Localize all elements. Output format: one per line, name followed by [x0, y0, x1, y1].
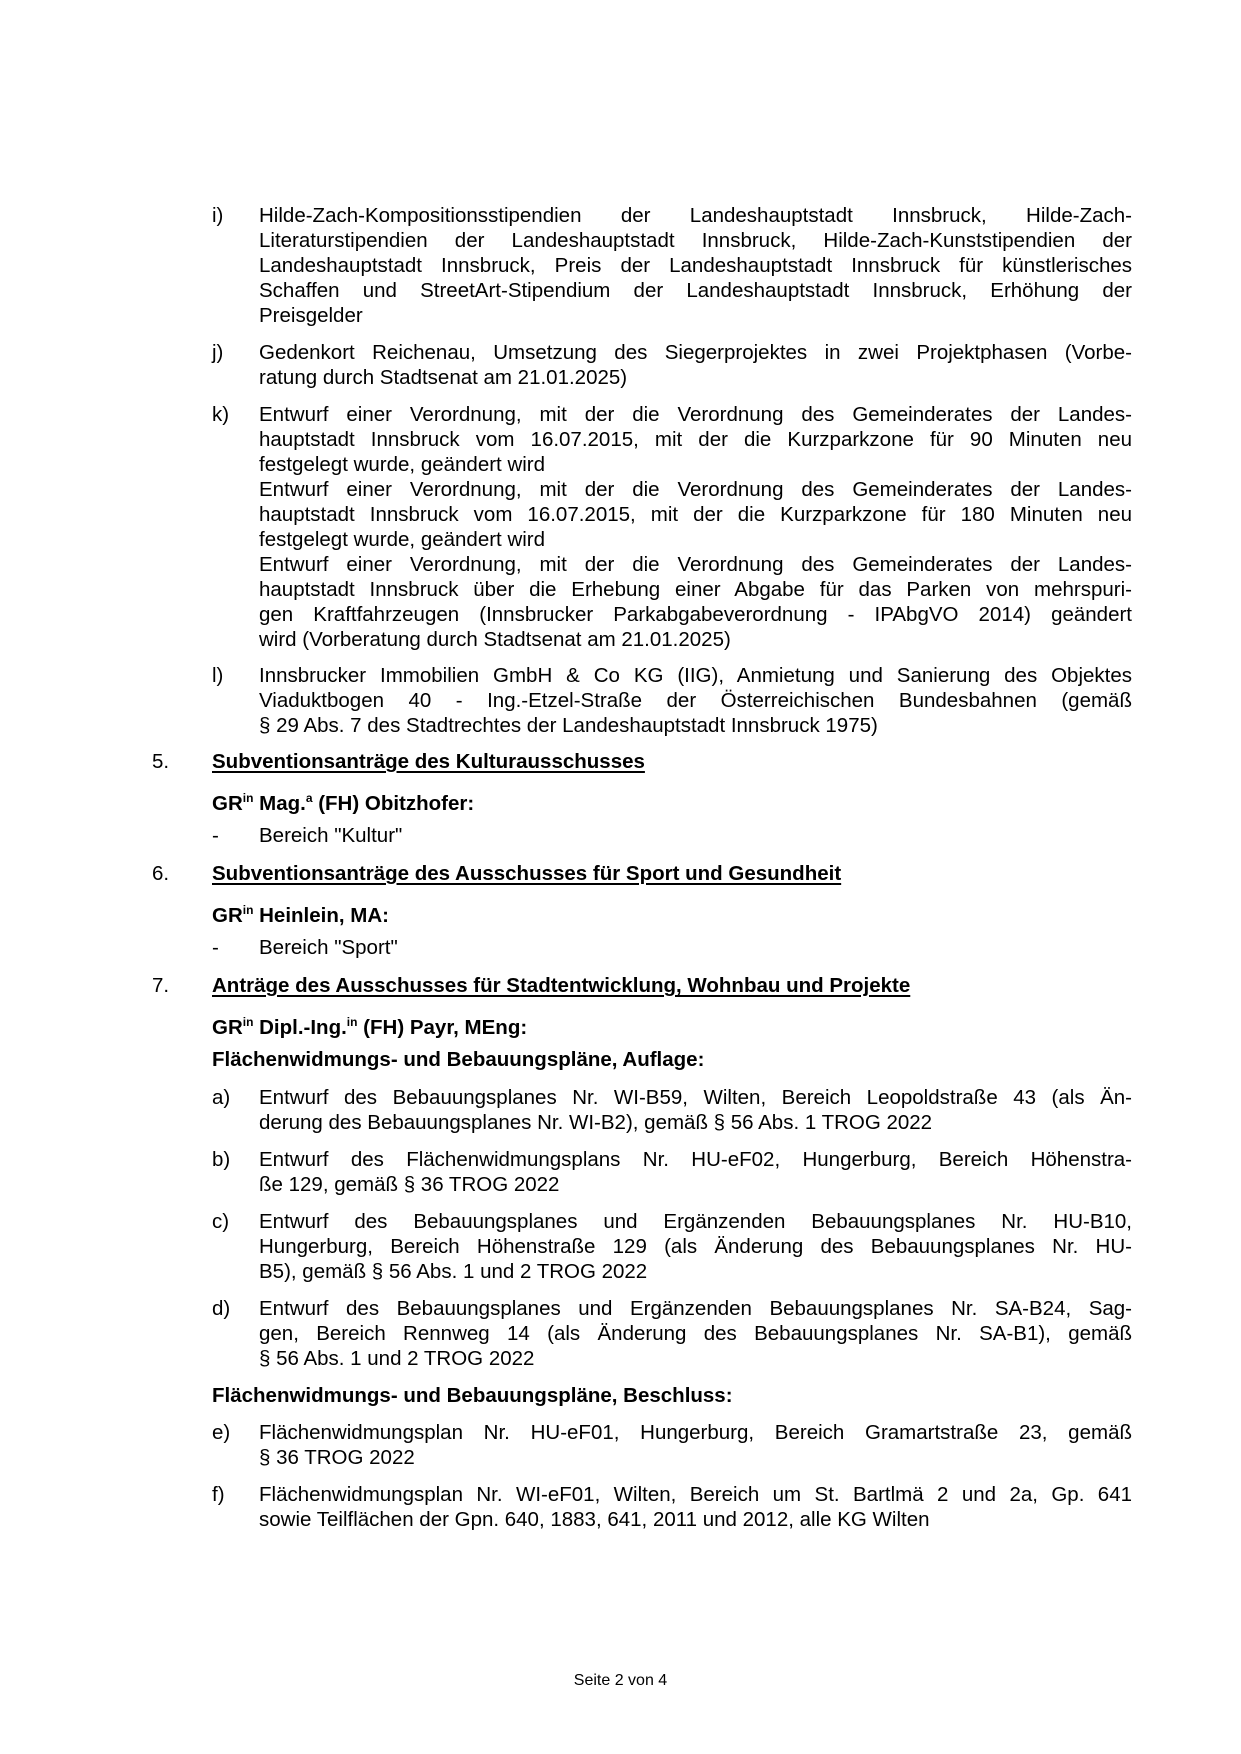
item-label: e) — [212, 1421, 231, 1444]
section-number: 5. — [152, 750, 170, 773]
agenda-subitem-j — [212, 340, 1132, 390]
agenda-subitem-d — [212, 1296, 1132, 1371]
item-text-line: ratung durch Stadtsenat am 21.01.2025) — [259, 366, 628, 389]
agenda-subitem-i — [212, 203, 1132, 328]
item-label: a) — [212, 1086, 231, 1109]
list-item-text: Bereich "Sport" — [259, 936, 398, 959]
page-number-footer: Seite 2 von 4 — [573, 1672, 668, 1689]
item-text-line: Preisgelder — [259, 304, 363, 327]
item-label: k) — [212, 403, 230, 426]
item-text-line: Entwurf einer Verordnung, mit der die Verordnung des Gemeinderates der Landes- — [259, 553, 1132, 576]
item-text-line: gen, Bereich Rennweg 14 (als Änderung des Bebauungsplanes Nr. SA-B1), gemäß — [259, 1322, 1132, 1345]
item-text-line: hauptstadt Innsbruck vom 16.07.2015, mit der die Kurzparkzone für 180 Minuten neu — [259, 503, 1132, 526]
item-label: b) — [212, 1148, 231, 1171]
agenda-subitem-a — [212, 1085, 1132, 1135]
dash-bullet: - — [212, 936, 219, 959]
item-label: l) — [212, 664, 224, 687]
agenda-subitem-c — [212, 1209, 1132, 1284]
item-text-line: Entwurf des Bebauungsplanes und Ergänzenden Bebauungsplanes Nr. SA-B24, Sag- — [259, 1297, 1132, 1320]
item-text-line: hauptstadt Innsbruck vom 16.07.2015, mit der die Kurzparkzone für 90 Minuten neu — [259, 428, 1132, 451]
section-6-list-item — [212, 935, 398, 960]
item-text-line: Viaduktbogen 40 - Ing.-Etzel-Straße der Österreichischen Bundesbahnen (gemäß — [259, 689, 1132, 712]
item-label: c) — [212, 1210, 230, 1233]
item-text-line: Entwurf des Bebauungsplanes und Ergänzenden Bebauungsplanes Nr. HU-B10, — [259, 1210, 1132, 1233]
item-text-line: § 29 Abs. 7 des Stadtrechtes der Landeshauptstadt Innsbruck 1975) — [259, 714, 878, 737]
item-label: f) — [212, 1483, 225, 1506]
item-text-line: ße 129, gemäß § 36 TROG 2022 — [259, 1173, 560, 1196]
section-number: 6. — [152, 862, 170, 885]
item-text-line: Innsbrucker Immobilien GmbH & Co KG (IIG), Anmietung und Sanierung des Objektes — [259, 664, 1132, 687]
agenda-subitem-f — [212, 1482, 1132, 1532]
section-5-speaker: $GR^{in}$ Mag.$^a$ (FH) Obitzhofer: — [212, 791, 475, 815]
item-label: j) — [212, 341, 224, 364]
item-text-line: Flächenwidmungsplan Nr. HU-eF01, Hungerburg, Bereich Gramartstraße 23, gemäß — [259, 1421, 1132, 1444]
section-7-speaker: $GR^{in}$ Dipl.-Ing.$^{in}$ (FH) Payr, MEng: — [212, 1015, 528, 1039]
subheading-auflage: Flächenwidmungs- und Bebauungspläne, Auflage: — [212, 1048, 705, 1071]
dash-bullet: - — [212, 824, 219, 847]
item-text-line: Entwurf des Bebauungsplanes Nr. WI-B59, Wilten, Bereich Leopoldstraße 43 (als Än- — [259, 1086, 1132, 1109]
agenda-subitem-l — [212, 663, 1132, 738]
item-text-line: Landeshauptstadt Innsbruck, Preis der Landeshauptstadt Innsbruck für künstlerisches — [259, 254, 1132, 277]
item-text-line: § 56 Abs. 1 und 2 TROG 2022 — [259, 1347, 535, 1370]
agenda-subitem-b — [212, 1147, 1132, 1197]
item-text-line: § 36 TROG 2022 — [259, 1446, 415, 1469]
section-title: Anträge des Ausschusses für Stadtentwicklung, Wohnbau und Projekte — [212, 974, 911, 997]
item-text-line: Entwurf des Flächenwidmungsplans Nr. HU-eF02, Hungerburg, Bereich Höhenstra- — [259, 1148, 1132, 1171]
item-text-line: Literaturstipendien der Landeshauptstadt Innsbruck, Hilde-Zach-Kunststipendien der — [259, 229, 1132, 252]
item-text-line: Entwurf einer Verordnung, mit der die Verordnung des Gemeinderates der Landes- — [259, 403, 1132, 426]
item-text-line: Hilde-Zach-Kompositionsstipendien der Landeshauptstadt Innsbruck, Hilde-Zach- — [259, 204, 1132, 227]
list-item-text: Bereich "Kultur" — [259, 824, 403, 847]
item-text-line: Hungerburg, Bereich Höhenstraße 129 (als Änderung des Bebauungsplanes Nr. HU- — [259, 1235, 1132, 1258]
section-number: 7. — [152, 974, 170, 997]
item-text-line: festgelegt wurde, geändert wird — [259, 528, 546, 551]
item-text-line: Entwurf einer Verordnung, mit der die Verordnung des Gemeinderates der Landes- — [259, 478, 1132, 501]
item-text-line: gen Kraftfahrzeugen (Innsbrucker Parkabgabeverordnung - IPAbgVO 2014) geändert — [259, 603, 1132, 626]
section-title: Subventionsanträge des Kulturausschusses — [212, 750, 645, 773]
item-text-line: Schaffen und StreetArt-Stipendium der Landeshauptstadt Innsbruck, Erhöhung der — [259, 279, 1132, 302]
section-6-speaker: $GR^{in}$ Heinlein, MA: — [212, 903, 389, 927]
agenda-subitem-e — [212, 1420, 1132, 1470]
item-text-line: sowie Teilflächen der Gpn. 640, 1883, 641, 2011 und 2012, alle KG Wilten — [259, 1508, 930, 1531]
item-text-line: festgelegt wurde, geändert wird — [259, 453, 546, 476]
subheading-beschluss: Flächenwidmungs- und Bebauungspläne, Beschluss: — [212, 1384, 733, 1407]
item-text-line: derung des Bebauungsplanes Nr. WI-B2), gemäß § 56 Abs. 1 TROG 2022 — [259, 1111, 933, 1134]
item-text-line: B5), gemäß § 56 Abs. 1 und 2 TROG 2022 — [259, 1260, 648, 1283]
item-text-line: wird (Vorberatung durch Stadtsenat am 21.01.2025) — [259, 628, 731, 651]
item-label: d) — [212, 1297, 231, 1320]
item-label: i) — [212, 204, 224, 227]
item-text-line: Flächenwidmungsplan Nr. WI-eF01, Wilten, Bereich um St. Bartlmä 2 und 2a, Gp. 641 — [259, 1483, 1132, 1506]
section-5-list-item — [212, 823, 402, 848]
item-text-line: Gedenkort Reichenau, Umsetzung des Siegerprojektes in zwei Projektphasen (Vorbe- — [259, 341, 1132, 364]
agenda-subitem-k — [212, 402, 1132, 652]
item-text-line: hauptstadt Innsbruck über die Erhebung einer Abgabe für das Parken von mehrspuri- — [259, 578, 1132, 601]
section-title: Subventionsanträge des Ausschusses für Sport und Gesundheit — [212, 862, 842, 885]
